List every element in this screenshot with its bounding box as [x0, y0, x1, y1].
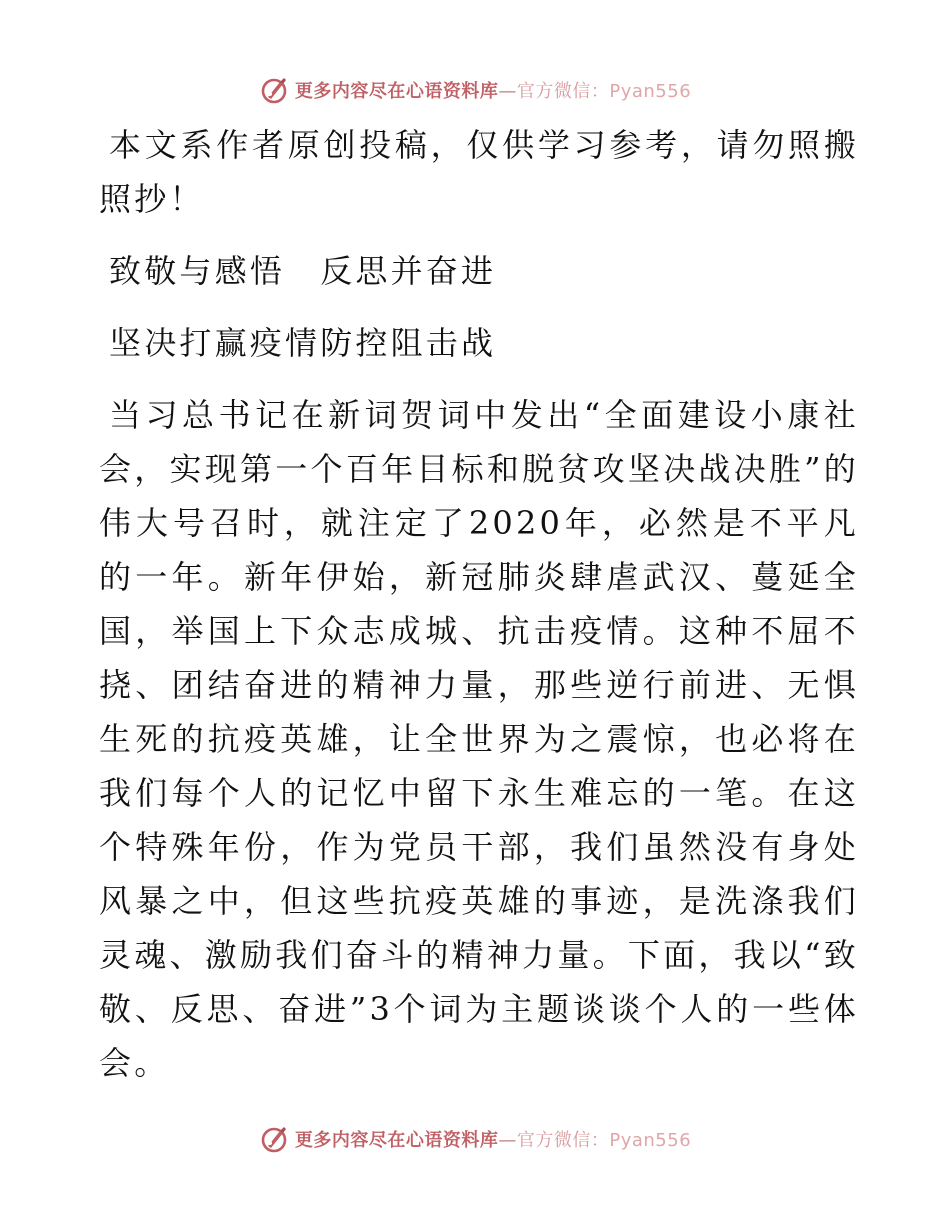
document-content [99, 118, 859, 1090]
footer-banner-inner [259, 1124, 691, 1154]
footer-brand-text: 更多内容尽在心语资料库 [294, 1130, 499, 1151]
footer-wechat-id: Pyan556 [609, 1130, 692, 1151]
footer-wechat-label: 官方微信： [516, 1130, 610, 1151]
header-brand-text: 更多内容尽在心语资料库 [294, 81, 499, 102]
body-paragraph: 当习总书记在新词贺词中发出“全面建设小康社会，实现第一个百年目标和脱贫攻坚决战决胜”的伟大号召时，就注定了2020年，必然是不平凡的一年。新年伊始，新冠肺炎肆虐武汉、蔓延全国，举国上下众志成城、抗击疫情。这种不屈不挠、团结奋进的精神力量，那些逆行前进、无惧生死的抗疫英雄，让全世界为之震惊，也必将在我们每个人的记忆中留下永生难忘的一笔。在这个特殊年份，作为党员干部，我们虽然没有身处风暴之中，但这些抗疫英雄的事迹，是洗涤我们灵魂、激励我们奋斗的精神力量。下面，我以“致敬、反思、奋进”3个词为主题谈谈个人的一些体会。 [99, 396, 859, 1082]
footer-banner [0, 1121, 950, 1157]
header-banner-inner [259, 75, 691, 105]
header-separator: — [498, 81, 517, 102]
header-wechat-id: Pyan556 [609, 81, 692, 102]
header-banner-text [295, 77, 691, 103]
intro-paragraph: 本文系作者原创投稿，仅供学习参考，请勿照搬照抄！ [99, 126, 859, 218]
header-wechat-label: 官方微信： [516, 81, 610, 102]
document-title-line-2: 坚决打赢疫情防控阻击战 [109, 324, 497, 362]
footer-separator: — [498, 1130, 517, 1151]
document-title-line-1: 致敬与感悟 反思并奋进 [109, 252, 497, 290]
quill-logo-icon [259, 1124, 289, 1154]
quill-logo-icon [259, 75, 289, 105]
header-banner [0, 72, 950, 108]
footer-banner-text [295, 1126, 691, 1152]
